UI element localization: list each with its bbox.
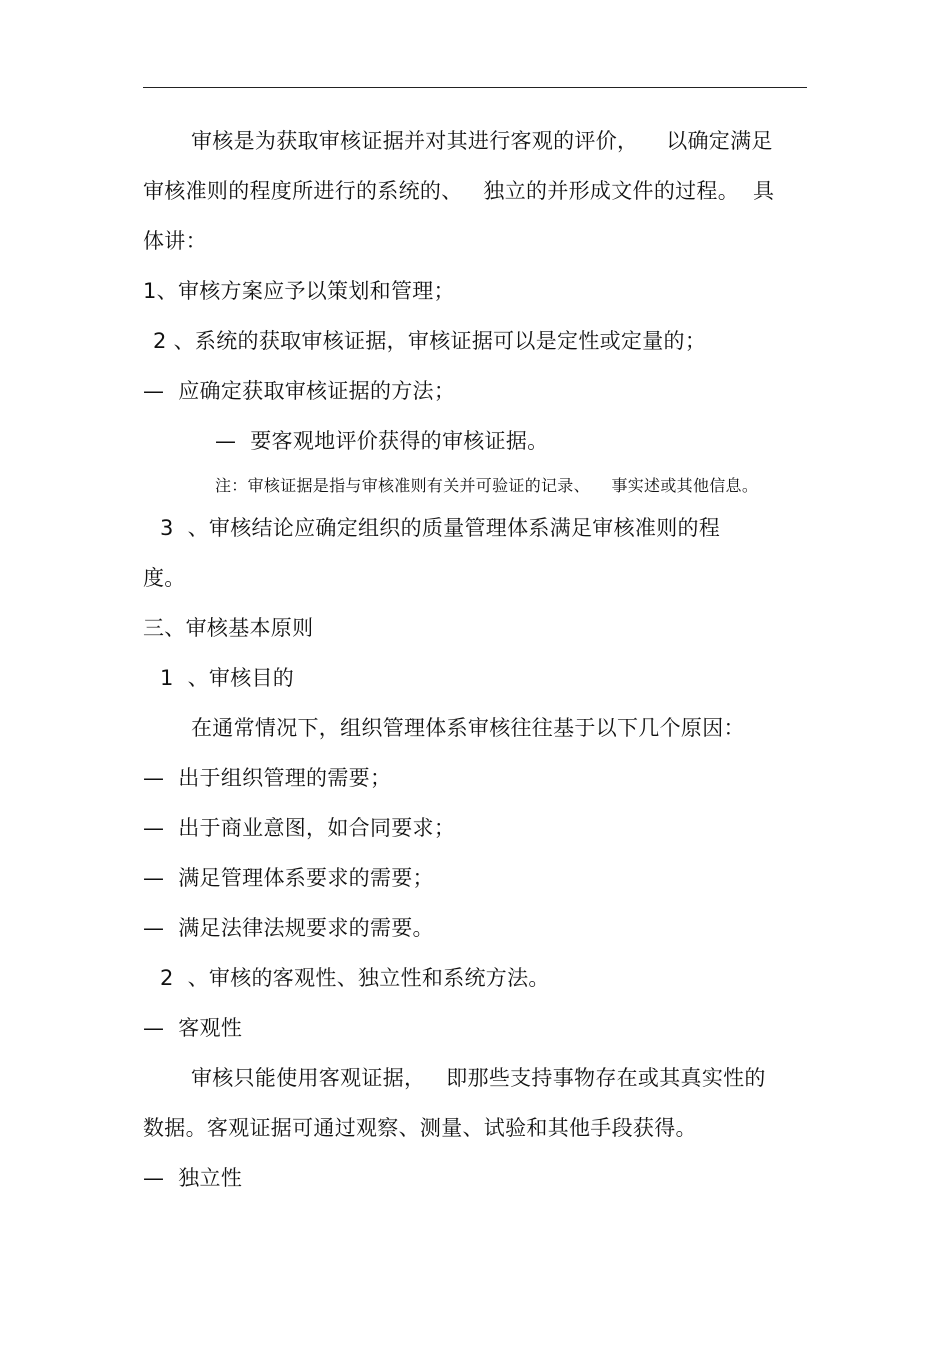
list-item: 1、审核方案应予以策划和管理； (143, 279, 455, 303)
dash-item: — 独立性 (143, 1166, 243, 1190)
list-item: 2 、系统的获取审核证据，审核证据可以是定性或定量的； (153, 329, 707, 353)
dash-item: — 出于商业意图，如合同要求； (143, 816, 456, 840)
paragraph-line: 体讲： (143, 229, 207, 253)
paragraph-line: 审核是为获取审核证据并对其进行客观的评价， 以确定满足 (191, 129, 773, 153)
paragraph-line: 度。 (143, 566, 186, 590)
dash-item: — 出于组织管理的需要； (143, 766, 392, 790)
paragraph-line: 审核准则的程度所进行的系统的、 独立的并形成文件的过程。 具 (143, 179, 775, 203)
dash-item: — 满足法律法规要求的需要。 (143, 916, 434, 940)
dash-item: — 客观性 (143, 1016, 243, 1040)
paragraph-line: 审核只能使用客观证据， 即那些支持事物存在或其真实性的 (191, 1066, 766, 1090)
note: 注：审核证据是指与审核准则有关并可验证的记录、 事实述或其他信息。 (215, 476, 759, 495)
dash-item: — 要客观地评价获得的审核证据。 (215, 429, 549, 453)
subsection-heading: 2 、审核的客观性、独立性和系统方法。 (160, 966, 550, 990)
list-item: 3 、审核结论应确定组织的质量管理体系满足审核准则的程 (160, 516, 721, 540)
header-rule (143, 87, 807, 88)
dash-item: — 满足管理体系要求的需要； (143, 866, 434, 890)
paragraph-line: 数据。客观证据可通过观察、测量、试验和其他手段获得。 (143, 1116, 697, 1140)
subsection-heading: 1 、审核目的 (160, 666, 295, 690)
dash-item: — 应确定获取审核证据的方法； (143, 379, 456, 403)
paragraph-line: 在通常情况下，组织管理体系审核往往基于以下几个原因： (191, 716, 745, 740)
section-heading: 三、审核基本原则 (143, 616, 314, 640)
